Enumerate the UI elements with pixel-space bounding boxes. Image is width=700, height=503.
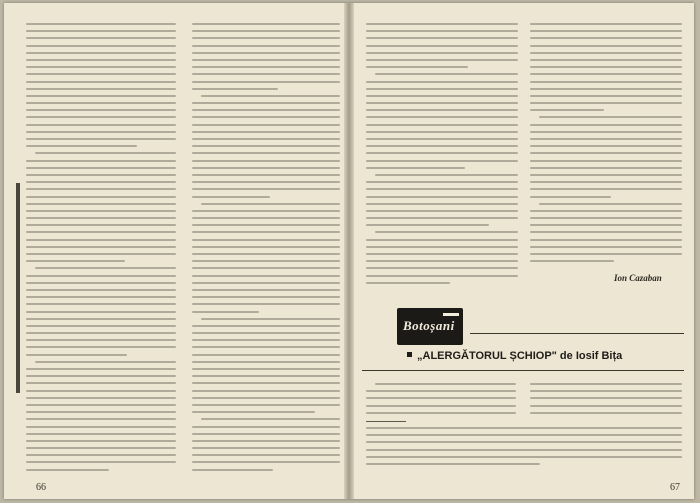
text-line-placeholder: [192, 145, 340, 147]
text-line-placeholder: [192, 404, 340, 406]
text-line-placeholder: [192, 239, 340, 241]
text-line-placeholder: [26, 404, 176, 406]
text-line-placeholder: [26, 433, 176, 435]
text-line-placeholder: [192, 332, 340, 334]
text-line-placeholder: [530, 73, 682, 75]
text-line-placeholder: [192, 440, 340, 442]
text-line-placeholder: [192, 73, 340, 75]
text-line-placeholder: [35, 361, 176, 363]
text-line-placeholder: [530, 102, 682, 104]
left-page-column-2: [192, 23, 340, 476]
text-line-placeholder: [192, 88, 278, 90]
text-line-placeholder: [26, 469, 109, 471]
text-line-placeholder: [26, 325, 176, 327]
text-line-placeholder: [26, 275, 176, 277]
text-line-placeholder: [192, 138, 340, 140]
text-line-placeholder: [192, 30, 340, 32]
text-line-placeholder: [192, 181, 340, 183]
text-line-placeholder: [26, 37, 176, 39]
text-line-placeholder: [26, 45, 176, 47]
text-line-placeholder: [530, 88, 682, 90]
text-line-placeholder: [192, 23, 340, 25]
text-line-placeholder: [375, 231, 518, 233]
text-line-placeholder: [26, 390, 176, 392]
text-line-placeholder: [201, 318, 340, 320]
text-line-placeholder: [366, 131, 518, 133]
text-line-placeholder: [366, 434, 682, 436]
text-line-placeholder: [26, 231, 176, 233]
section-rule-bottom: [362, 370, 684, 371]
text-line-placeholder: [35, 152, 176, 154]
text-line-placeholder: [530, 390, 682, 392]
text-line-placeholder: [366, 267, 518, 269]
article-column-2: [530, 383, 682, 419]
text-line-placeholder: [192, 152, 340, 154]
text-line-placeholder: [366, 23, 518, 25]
text-line-placeholder: [366, 152, 518, 154]
text-line-placeholder: [192, 454, 340, 456]
text-line-placeholder: [26, 102, 176, 104]
text-line-placeholder: [26, 196, 176, 198]
text-line-placeholder: [192, 52, 340, 54]
text-line-placeholder: [530, 383, 682, 385]
text-line-placeholder: [530, 397, 682, 399]
text-line-placeholder: [530, 23, 682, 25]
text-line-placeholder: [26, 354, 127, 356]
text-line-placeholder: [530, 246, 682, 248]
text-line-placeholder: [192, 174, 340, 176]
text-line-placeholder: [192, 296, 340, 298]
text-line-placeholder: [530, 210, 682, 212]
text-line-placeholder: [192, 246, 340, 248]
text-line-placeholder: [530, 131, 682, 133]
left-page-column-1: [26, 23, 176, 476]
text-line-placeholder: [192, 260, 340, 262]
text-line-placeholder: [26, 418, 176, 420]
text-line-placeholder: [192, 160, 340, 162]
text-line-placeholder: [366, 196, 518, 198]
text-line-placeholder: [530, 181, 682, 183]
text-line-placeholder: [192, 224, 340, 226]
text-line-placeholder: [366, 203, 518, 205]
text-line-placeholder: [530, 81, 682, 83]
text-line-placeholder: [366, 397, 516, 399]
text-line-placeholder: [192, 66, 340, 68]
section-logo-text: Botoșani: [403, 318, 455, 333]
text-line-placeholder: [26, 239, 176, 241]
text-line-placeholder: [26, 81, 176, 83]
text-line-placeholder: [201, 418, 340, 420]
text-line-placeholder: [26, 66, 176, 68]
text-line-placeholder: [35, 267, 176, 269]
text-line-placeholder: [26, 332, 176, 334]
text-line-placeholder: [366, 181, 518, 183]
text-line-placeholder: [530, 66, 682, 68]
text-line-placeholder: [26, 397, 176, 399]
text-line-placeholder: [26, 124, 176, 126]
text-line-placeholder: [192, 196, 270, 198]
text-line-placeholder: [26, 181, 176, 183]
text-line-placeholder: [192, 59, 340, 61]
text-line-placeholder: [366, 30, 518, 32]
text-line-placeholder: [530, 260, 614, 262]
footnote-rule: [366, 421, 406, 422]
text-line-placeholder: [375, 174, 518, 176]
text-line-placeholder: [192, 45, 340, 47]
text-line-placeholder: [26, 368, 176, 370]
text-line-placeholder: [192, 81, 340, 83]
text-line-placeholder: [539, 203, 682, 205]
page-number-right: 67: [670, 482, 680, 493]
text-line-placeholder: [26, 23, 176, 25]
text-line-placeholder: [366, 427, 682, 429]
text-line-placeholder: [192, 411, 315, 413]
text-line-placeholder: [26, 282, 176, 284]
text-line-placeholder: [530, 138, 682, 140]
magazine-spread: [4, 3, 694, 499]
text-line-placeholder: [366, 282, 450, 284]
text-line-placeholder: [366, 239, 518, 241]
text-line-placeholder: [366, 116, 518, 118]
text-line-placeholder: [192, 426, 340, 428]
text-line-placeholder: [366, 412, 516, 414]
text-line-placeholder: [366, 167, 465, 169]
text-line-placeholder: [26, 145, 137, 147]
text-line-placeholder: [375, 73, 518, 75]
text-line-placeholder: [192, 311, 259, 313]
text-line-placeholder: [539, 116, 682, 118]
text-line-placeholder: [530, 224, 682, 226]
bullet-square-icon: [407, 352, 412, 357]
text-line-placeholder: [192, 433, 340, 435]
page-number-left: 66: [36, 482, 46, 493]
text-line-placeholder: [192, 253, 340, 255]
right-page-column-1: [366, 23, 518, 289]
text-line-placeholder: [366, 45, 518, 47]
text-line-placeholder: [192, 116, 340, 118]
text-line-placeholder: [192, 188, 340, 190]
text-line-placeholder: [366, 88, 518, 90]
text-line-placeholder: [366, 145, 518, 147]
text-line-placeholder: [192, 346, 340, 348]
text-line-placeholder: [26, 303, 176, 305]
text-line-placeholder: [192, 354, 340, 356]
text-line-placeholder: [192, 469, 273, 471]
text-line-placeholder: [366, 124, 518, 126]
text-line-placeholder: [366, 59, 518, 61]
text-line-placeholder: [26, 203, 176, 205]
text-line-placeholder: [366, 217, 518, 219]
text-line-placeholder: [26, 224, 176, 226]
text-line-placeholder: [366, 253, 518, 255]
text-line-placeholder: [26, 411, 176, 413]
text-line-placeholder: [366, 37, 518, 39]
text-line-placeholder: [366, 160, 518, 162]
text-line-placeholder: [26, 59, 176, 61]
text-line-placeholder: [26, 138, 176, 140]
text-line-placeholder: [192, 102, 340, 104]
text-line-placeholder: [366, 390, 516, 392]
text-line-placeholder: [530, 188, 682, 190]
section-rule-top: [470, 333, 684, 334]
left-page: [4, 3, 348, 499]
text-line-placeholder: [192, 382, 340, 384]
text-line-placeholder: [26, 73, 176, 75]
text-line-placeholder: [530, 412, 682, 414]
text-line-placeholder: [192, 447, 340, 449]
text-line-placeholder: [530, 167, 682, 169]
author-signature: Ion Cazaban: [614, 273, 662, 283]
text-line-placeholder: [192, 231, 340, 233]
text-line-placeholder: [192, 267, 340, 269]
footnote-block: [366, 427, 682, 470]
text-line-placeholder: [26, 131, 176, 133]
text-line-placeholder: [192, 375, 340, 377]
text-line-placeholder: [366, 449, 682, 451]
right-page: [352, 3, 694, 499]
text-line-placeholder: [26, 426, 176, 428]
text-line-placeholder: [530, 37, 682, 39]
text-line-placeholder: [366, 95, 518, 97]
text-line-placeholder: [26, 447, 176, 449]
text-line-placeholder: [192, 325, 340, 327]
text-line-placeholder: [26, 382, 176, 384]
text-line-placeholder: [26, 375, 176, 377]
text-line-placeholder: [530, 30, 682, 32]
text-line-placeholder: [192, 210, 340, 212]
text-line-placeholder: [530, 45, 682, 47]
text-line-placeholder: [26, 454, 176, 456]
text-line-placeholder: [366, 246, 518, 248]
text-line-placeholder: [26, 339, 176, 341]
text-line-placeholder: [530, 52, 682, 54]
text-line-placeholder: [192, 217, 340, 219]
text-line-placeholder: [366, 102, 518, 104]
text-line-placeholder: [26, 88, 176, 90]
text-line-placeholder: [530, 152, 682, 154]
text-line-placeholder: [366, 275, 518, 277]
text-line-placeholder: [530, 231, 682, 233]
text-line-placeholder: [192, 167, 340, 169]
text-line-placeholder: [366, 224, 489, 226]
text-line-placeholder: [530, 109, 604, 111]
text-line-placeholder: [26, 116, 176, 118]
text-line-placeholder: [366, 405, 516, 407]
text-line-placeholder: [26, 95, 176, 97]
text-line-placeholder: [530, 196, 611, 198]
text-line-placeholder: [530, 174, 682, 176]
text-line-placeholder: [192, 282, 340, 284]
section-logo: [397, 308, 463, 345]
article-title: „ALERGĂTORUL ȘCHIOP" de Iosif Bița: [417, 350, 623, 362]
text-line-placeholder: [530, 160, 682, 162]
text-line-placeholder: [26, 217, 176, 219]
text-line-placeholder: [366, 52, 518, 54]
text-line-placeholder: [530, 59, 682, 61]
text-line-placeholder: [366, 109, 518, 111]
text-line-placeholder: [26, 167, 176, 169]
text-line-placeholder: [192, 361, 340, 363]
article-headline: [407, 350, 687, 362]
text-line-placeholder: [192, 275, 340, 277]
text-line-placeholder: [366, 463, 540, 465]
text-line-placeholder: [26, 210, 176, 212]
text-line-placeholder: [366, 138, 518, 140]
text-line-placeholder: [192, 397, 340, 399]
text-line-placeholder: [192, 390, 340, 392]
text-line-placeholder: [530, 405, 682, 407]
text-line-placeholder: [530, 239, 682, 241]
text-line-placeholder: [26, 174, 176, 176]
text-line-placeholder: [201, 95, 340, 97]
text-line-placeholder: [201, 203, 340, 205]
text-line-placeholder: [530, 253, 682, 255]
text-line-placeholder: [26, 311, 176, 313]
text-line-placeholder: [366, 81, 518, 83]
text-line-placeholder: [192, 124, 340, 126]
right-page-column-2: [530, 23, 682, 267]
text-line-placeholder: [192, 37, 340, 39]
text-line-placeholder: [26, 52, 176, 54]
logo-dash-mark: [443, 313, 459, 316]
text-line-placeholder: [26, 346, 176, 348]
text-line-placeholder: [192, 461, 340, 463]
text-line-placeholder: [530, 95, 682, 97]
article-column-1: [366, 383, 516, 419]
text-line-placeholder: [192, 368, 340, 370]
text-line-placeholder: [375, 383, 516, 385]
text-line-placeholder: [192, 131, 340, 133]
text-line-placeholder: [192, 289, 340, 291]
text-line-placeholder: [26, 109, 176, 111]
text-line-placeholder: [26, 30, 176, 32]
text-line-placeholder: [366, 66, 468, 68]
text-line-placeholder: [366, 441, 682, 443]
text-line-placeholder: [26, 296, 176, 298]
text-line-placeholder: [192, 339, 340, 341]
text-line-placeholder: [26, 289, 176, 291]
margin-marker: [16, 183, 20, 393]
text-line-placeholder: [26, 440, 176, 442]
text-line-placeholder: [192, 109, 340, 111]
text-line-placeholder: [26, 160, 176, 162]
text-line-placeholder: [26, 246, 176, 248]
text-line-placeholder: [530, 124, 682, 126]
text-line-placeholder: [530, 217, 682, 219]
text-line-placeholder: [26, 260, 125, 262]
text-line-placeholder: [26, 318, 176, 320]
text-line-placeholder: [26, 253, 176, 255]
text-line-placeholder: [366, 188, 518, 190]
text-line-placeholder: [26, 461, 176, 463]
text-line-placeholder: [366, 210, 518, 212]
text-line-placeholder: [366, 260, 518, 262]
text-line-placeholder: [366, 456, 682, 458]
text-line-placeholder: [192, 303, 340, 305]
text-line-placeholder: [26, 188, 176, 190]
text-line-placeholder: [530, 145, 682, 147]
